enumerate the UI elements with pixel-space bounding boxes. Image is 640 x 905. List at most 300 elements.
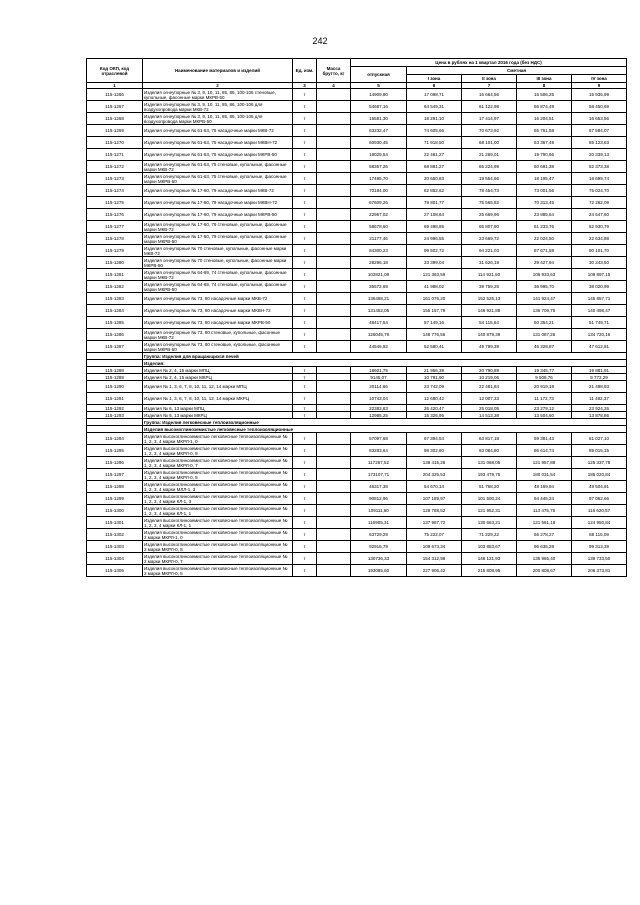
group-title: Группа: Изделия для вращающихся печей <box>143 353 627 360</box>
row-code: 115-1290 <box>87 381 143 393</box>
row-mass <box>317 305 351 317</box>
row-zone-1: 26 420,47 <box>407 405 462 412</box>
header-zone-4: IV зона <box>572 75 627 83</box>
row-code: 115-1267 <box>87 101 143 113</box>
table-header <box>87 59 627 89</box>
table-body <box>87 89 627 577</box>
row-zone-2: 75 565,82 <box>462 197 517 209</box>
row-zone-1: 68 881,27 <box>407 161 462 173</box>
row-mass <box>317 197 351 209</box>
row-code: 115-1272 <box>87 161 143 173</box>
row-name: Изделия огнеупорные № 61-63, 75 насадочные марки МКВН-72 <box>143 137 293 149</box>
table-row <box>87 481 627 493</box>
row-name: Изделия № 2, 4, 15 марки МПЦ <box>143 367 293 374</box>
row-name: Изделия огнеупорные № 73, 80 стеновые, купольные, фасонные марки МКВ-72 <box>143 329 293 341</box>
row-name: Изделия огнеупорные № 3, 9, 10, 11, 85, 86, 100-106 стеновые, купольные, фасонные марки МКРВ-50 <box>143 89 293 101</box>
row-name: Изделия огнеупорные № 3, 9, 10, 11, 85, 86, 100-106 для воздухопровода марки МКРВ-50 <box>143 113 293 125</box>
row-zone-1: 15 326,95 <box>407 412 462 419</box>
row-zone-3: 36 995,70 <box>517 281 572 293</box>
row-zone-4: 62 930,79 <box>572 221 627 233</box>
table-row <box>87 149 627 161</box>
row-zone-1: 18 291,10 <box>407 113 462 125</box>
row-zone-3: 23 279,12 <box>517 405 572 412</box>
row-zone-3: 87 671,59 <box>517 245 572 257</box>
row-zone-1: 107 189,97 <box>407 493 462 505</box>
table-row <box>87 433 627 445</box>
row-zone-3: 131 087,26 <box>517 329 572 341</box>
row-name: Изделия высокоглиноземистые легковесные теплоизоляционные № 1, 2, 3, 4 марки МКРЛ-0, 8 <box>143 445 293 457</box>
header-code: Код ОКП, код отраслевой <box>87 59 143 83</box>
row-zone-2: 146 121,93 <box>462 553 517 565</box>
row-zone-3: 19 790,66 <box>517 149 572 161</box>
row-mass <box>317 125 351 137</box>
row-mass <box>317 565 351 577</box>
group-title: Группа: Изделия легковесные теплоизоляционные <box>143 419 627 426</box>
row-price: 84300,23 <box>351 245 407 257</box>
row-zone-1: 79 801,77 <box>407 197 462 209</box>
row-unit: т <box>293 173 317 185</box>
row-unit: т <box>293 149 317 161</box>
row-price: 117267,52 <box>351 457 407 469</box>
row-zone-3: 113 475,75 <box>517 505 572 517</box>
header-zone-3: III зона <box>517 75 572 83</box>
row-unit: т <box>293 101 317 113</box>
row-zone-2: 19 554,66 <box>462 173 517 185</box>
row-price: 44546,92 <box>351 341 407 353</box>
row-code: 115-1271 <box>87 149 143 161</box>
row-zone-1: 109 673,34 <box>407 541 462 553</box>
row-price: 136468,21 <box>351 293 407 305</box>
row-name: Изделия огнеупорные № 73, 80 стеновые, купольные, фасонные марки МКРВ-50 <box>143 341 293 353</box>
row-price: 10743,04 <box>351 393 407 405</box>
row-zone-2: 193 479,75 <box>462 469 517 481</box>
row-code: 115-1283 <box>87 293 143 305</box>
row-unit: т <box>293 393 317 405</box>
table-row <box>87 209 627 221</box>
row-zone-3: 65 761,58 <box>517 125 572 137</box>
row-zone-4: 116 620,57 <box>572 505 627 517</box>
table-row <box>87 257 627 269</box>
row-price: 109111,60 <box>351 505 407 517</box>
row-unit: т <box>293 341 317 353</box>
row-code: 115-1302 <box>87 529 143 541</box>
row-code: 115-1270 <box>87 137 143 149</box>
row-zone-1: 128 788,52 <box>407 505 462 517</box>
row-price: 9145,07 <box>351 374 407 381</box>
row-zone-4: 23 924,26 <box>572 405 627 412</box>
table-row <box>87 89 627 101</box>
row-code: 115-1279 <box>87 245 143 257</box>
row-zone-2: 16 664,56 <box>462 89 517 101</box>
row-code: 115-1298 <box>87 481 143 493</box>
row-code: 115-1294 <box>87 433 143 445</box>
row-zone-2: 103 853,67 <box>462 541 517 553</box>
row-zone-4: 89 015,15 <box>572 445 627 457</box>
row-zone-2: 130 663,21 <box>462 517 517 529</box>
row-price: 131452,05 <box>351 305 407 317</box>
row-zone-1: 12 680,42 <box>407 393 462 405</box>
row-mass <box>317 341 351 353</box>
row-name: Изделия высокоглиноземистые легковесные теплоизоляционные № 2 марки МКРЛ-0, 5 <box>143 565 293 577</box>
row-code: 115-1266 <box>87 89 143 101</box>
row-zone-4: 51 749,71 <box>572 317 627 329</box>
table-row <box>87 185 627 197</box>
row-unit: т <box>293 233 317 245</box>
row-mass <box>317 137 351 149</box>
row-code: 115-1291 <box>87 393 143 405</box>
row-name: Изделия огнеупорные № 73, 80 насадочные марки МКВН-72 <box>143 305 293 317</box>
row-code: 115-1301 <box>87 517 143 529</box>
group-row <box>87 419 627 426</box>
table-row <box>87 541 627 553</box>
row-mass <box>317 481 351 493</box>
row-price: 90812,96 <box>351 493 407 505</box>
row-name: Изделия высокоглиноземистые легковесные теплоизоляционные № 2 марки МКРЛ-0, 7 <box>143 553 293 565</box>
row-code: 115-1275 <box>87 197 143 209</box>
header-index: 4 <box>317 83 351 89</box>
row-price: 21177,46 <box>351 233 407 245</box>
row-name: Изделия высокоглиноземистые легковесные теплоизоляционные № 1, 2, 3, 4 марки КЛ-1, 1 <box>143 505 293 517</box>
header-unit: Ед. изм. <box>293 59 317 83</box>
row-mass <box>317 393 351 405</box>
row-unit: т <box>293 221 317 233</box>
row-name: Изделия огнеупорные № 17-60, 79 насадочные марки МКРВ-50 <box>143 209 293 221</box>
row-price: 17495,70 <box>351 173 407 185</box>
row-price: 14909,80 <box>351 89 407 101</box>
row-zone-3: 141 924,47 <box>517 293 572 305</box>
row-mass <box>317 493 351 505</box>
row-zone-4: 11 482,37 <box>572 393 627 405</box>
row-mass <box>317 317 351 329</box>
row-zone-1: 33 399,04 <box>407 257 462 269</box>
price-table <box>86 58 627 577</box>
row-zone-3: 61 233,76 <box>517 221 572 233</box>
row-zone-1: 98 302,80 <box>407 445 462 457</box>
row-mass <box>317 209 351 221</box>
row-name: Изделия высокоглиноземистые легковесные теплоизоляционные № 1, 2, 3, 4 марки КЛ-1, 3 <box>143 493 293 505</box>
row-zone-3: 15 506,25 <box>517 89 572 101</box>
row-price: 92916,79 <box>351 541 407 553</box>
table-row <box>87 317 627 329</box>
row-zone-3: 60 691,38 <box>517 161 572 173</box>
row-zone-4: 18 699,74 <box>572 173 627 185</box>
row-zone-4: 109 897,15 <box>572 269 627 281</box>
row-mass <box>317 445 351 457</box>
row-zone-4: 206 373,81 <box>572 565 627 577</box>
row-code: 115-1288 <box>87 367 143 374</box>
row-zone-4: 19 881,91 <box>572 367 627 374</box>
row-zone-3: 180 031,54 <box>517 469 572 481</box>
row-zone-2: 114 921,50 <box>462 269 517 281</box>
row-zone-4: 68 115,09 <box>572 529 627 541</box>
table-row <box>87 233 627 245</box>
table-row <box>87 305 627 317</box>
row-zone-1: 22 461,27 <box>407 149 462 161</box>
row-zone-4: 67 584,07 <box>572 125 627 137</box>
row-zone-2: 61 122,98 <box>462 101 517 113</box>
row-zone-1: 41 988,02 <box>407 281 462 293</box>
row-name: Изделия высокоглиноземистые легковесные теплоизоляционные № 2 марки МКРЛ-1, 0 <box>143 529 293 541</box>
page-number: 242 <box>312 36 328 46</box>
row-zone-1: 24 996,55 <box>407 233 462 245</box>
header-index: 6 <box>407 83 462 89</box>
row-name: Изделия № 6, 13 марки МКРЦ <box>143 412 293 419</box>
row-code: 115-1299 <box>87 493 143 505</box>
header-index: 9 <box>572 83 627 89</box>
row-zone-1: 67 394,54 <box>407 433 462 445</box>
row-code: 115-1287 <box>87 341 143 353</box>
row-price: 130736,33 <box>351 553 407 565</box>
row-unit: т <box>293 113 317 125</box>
row-zone-1: 57 149,16 <box>407 317 462 329</box>
row-zone-2: 20 790,89 <box>462 367 517 374</box>
row-zone-1: 75 222,07 <box>407 529 462 541</box>
row-zone-3: 135 965,40 <box>517 553 572 565</box>
row-zone-4: 140 498,47 <box>572 305 627 317</box>
row-zone-1: 23 742,09 <box>407 381 462 393</box>
row-code: 115-1293 <box>87 412 143 419</box>
row-unit: т <box>293 433 317 445</box>
table-row <box>87 517 627 529</box>
row-zone-1: 64 549,31 <box>407 101 462 113</box>
row-code: 115-1292 <box>87 405 143 412</box>
row-zone-1: 155 157,79 <box>407 305 462 317</box>
row-zone-2: 152 526,13 <box>462 293 517 305</box>
table-row <box>87 374 627 381</box>
table-row <box>87 137 627 149</box>
row-unit: т <box>293 161 317 173</box>
row-code: 115-1303 <box>87 541 143 553</box>
table-row <box>87 529 627 541</box>
row-code: 115-1282 <box>87 281 143 293</box>
row-unit: т <box>293 367 317 374</box>
row-name: Изделия огнеупорные № 61-63, 75 стеновые, купольные, фасонные марки МКВ-72 <box>143 161 293 173</box>
row-zone-2: 131 068,05 <box>462 457 517 469</box>
row-unit: т <box>293 541 317 553</box>
row-code: 115-1295 <box>87 445 143 457</box>
table-row <box>87 197 627 209</box>
table-row <box>87 405 627 412</box>
row-zone-2: 51 768,20 <box>462 481 517 493</box>
row-zone-3: 94 445,24 <box>517 493 572 505</box>
table-row <box>87 341 627 353</box>
row-unit: т <box>293 493 317 505</box>
row-mass <box>317 281 351 293</box>
row-zone-4: 124 950,84 <box>572 517 627 529</box>
row-zone-1: 17 098,71 <box>407 89 462 101</box>
row-zone-3: 121 581,18 <box>517 517 572 529</box>
row-mass <box>317 233 351 245</box>
row-price: 54687,16 <box>351 101 407 113</box>
row-unit: т <box>293 517 317 529</box>
header-index: 8 <box>517 83 572 89</box>
row-unit: т <box>293 374 317 381</box>
header-index: 3 <box>293 83 317 89</box>
header-zone-2: II зона <box>462 75 517 83</box>
row-zone-3: 22 024,50 <box>517 233 572 245</box>
row-zone-1: 148 776,56 <box>407 329 462 341</box>
table-row <box>87 269 627 281</box>
row-name: Изделия огнеупорные № 61-63, 75 насадочные марки МКРВ-50 <box>143 149 293 161</box>
row-zone-3: 70 313,45 <box>517 197 572 209</box>
row-name: Изделия высокоглиноземистые легковесные теплоизоляционные № 1, 2, 3, 4 марки МЛЛ-1, 3 <box>143 481 293 493</box>
row-zone-2: 49 789,39 <box>462 341 517 353</box>
row-mass <box>317 293 351 305</box>
table-row <box>87 101 627 113</box>
row-price: 12985,25 <box>351 412 407 419</box>
row-code: 115-1277 <box>87 221 143 233</box>
row-zone-3: 16 204,51 <box>517 113 572 125</box>
table-row <box>87 469 627 481</box>
row-unit: т <box>293 305 317 317</box>
row-name: Изделия огнеупорные № 70 стеновые, купольные, фасонные марки МКРВ-50 <box>143 257 293 269</box>
row-zone-1: 20 650,83 <box>407 173 462 185</box>
row-unit: т <box>293 381 317 393</box>
row-mass <box>317 505 351 517</box>
row-zone-4: 97 062,66 <box>572 493 627 505</box>
row-mass <box>317 113 351 125</box>
row-zone-2: 146 921,88 <box>462 305 517 317</box>
row-zone-3: 66 278,27 <box>517 529 572 541</box>
row-price: 20114,66 <box>351 381 407 393</box>
row-zone-1: 71 918,50 <box>407 137 462 149</box>
row-name: Изделия огнеупорные № 73, 80 насадочные марки МКРВ-50 <box>143 317 293 329</box>
row-code: 115-1278 <box>87 233 143 245</box>
row-zone-1: 54 670,14 <box>407 481 462 493</box>
row-price: 83283,64 <box>351 445 407 457</box>
row-mass <box>317 269 351 281</box>
row-zone-2: 31 626,19 <box>462 257 517 269</box>
row-mass <box>317 161 351 173</box>
table-row <box>87 393 627 405</box>
row-zone-1: 52 580,41 <box>407 341 462 353</box>
group-row <box>87 353 627 360</box>
row-zone-4: 61 027,10 <box>572 433 627 445</box>
row-zone-2: 140 879,39 <box>462 329 517 341</box>
row-unit: т <box>293 505 317 517</box>
group-title: Изделия высокоглиноземистые легковесные теплоизоляционные <box>143 426 627 433</box>
row-zone-3: 73 001,56 <box>517 185 572 197</box>
row-zone-4: 20 339,13 <box>572 149 627 161</box>
row-zone-3: 63 367,49 <box>517 137 572 149</box>
header-mass: Масса брутто, кг <box>317 59 351 83</box>
row-mass <box>317 257 351 269</box>
row-code: 115-1285 <box>87 317 143 329</box>
row-mass <box>317 149 351 161</box>
row-name: Изделия огнеупорные № 73, 80 насадочные марки МКВ-72 <box>143 293 293 305</box>
row-zone-4: 58 450,69 <box>572 101 627 113</box>
row-mass <box>317 553 351 565</box>
header-zone-1: I зона <box>407 75 462 83</box>
row-mass <box>317 412 351 419</box>
row-zone-4: 24 547,60 <box>572 209 627 221</box>
row-name: Изделия огнеупорные № 61-63, 75 насадочные марки МКВ-72 <box>143 125 293 137</box>
row-mass <box>317 433 351 445</box>
row-zone-2: 78 454,73 <box>462 185 517 197</box>
row-price: 116905,31 <box>351 517 407 529</box>
row-mass <box>317 367 351 374</box>
row-unit: т <box>293 405 317 412</box>
row-zone-2: 63 817,18 <box>462 433 517 445</box>
table-row <box>87 245 627 257</box>
row-zone-2: 21 269,01 <box>462 149 517 161</box>
row-unit: т <box>293 317 317 329</box>
header-index: 2 <box>143 83 293 89</box>
row-zone-4: 72 262,09 <box>572 197 627 209</box>
row-name: Изделия № 2, 4, 15 марки МКРЦ <box>143 374 293 381</box>
row-mass <box>317 517 351 529</box>
row-price: 58678,60 <box>351 221 407 233</box>
row-zone-2: 121 952,31 <box>462 505 517 517</box>
row-name: Изделия огнеупорные № 70 стеновые, купольные, фасонные марки МКВ-72 <box>143 245 293 257</box>
row-name: Изделия огнеупорные № 17-60, 79 стеновые, купольные, фасонные марки МКРВ-50 <box>143 233 293 245</box>
row-code: 115-1284 <box>87 305 143 317</box>
row-name: Изделия высокоглиноземистые легковесные теплоизоляционные № 1, 2, 3, 4 марки МКРЛ-0, 5 <box>143 469 293 481</box>
row-unit: т <box>293 185 317 197</box>
row-zone-2: 23 669,72 <box>462 233 517 245</box>
row-unit: т <box>293 257 317 269</box>
row-zone-2: 215 808,95 <box>462 565 517 577</box>
table-row <box>87 281 627 293</box>
row-price: 67609,26 <box>351 197 407 209</box>
row-code: 115-1297 <box>87 469 143 481</box>
row-zone-1: 82 852,62 <box>407 185 462 197</box>
header-estimate: Сметная <box>407 67 627 75</box>
table-row <box>87 221 627 233</box>
row-zone-4: 22 634,88 <box>572 233 627 245</box>
row-zone-1: 138 415,26 <box>407 457 462 469</box>
row-mass <box>317 457 351 469</box>
group-row <box>87 426 627 433</box>
row-name: Изделия огнеупорные № 3, 9, 10, 11, 85, 86, 100-106 для воздухопровода марки МКВ-72 <box>143 101 293 113</box>
row-unit: т <box>293 553 317 565</box>
row-mass <box>317 405 351 412</box>
row-price: 63729,29 <box>351 529 407 541</box>
row-mass <box>317 329 351 341</box>
row-zone-3: 9 508,76 <box>517 374 572 381</box>
row-name: Изделия высокоглиноземистые легковесные теплоизоляционные № 1, 2, 3, 4 марки МКРЛ-0, 7 <box>143 457 293 469</box>
row-unit: т <box>293 245 317 257</box>
table-row <box>87 113 627 125</box>
row-zone-4: 49 504,91 <box>572 481 627 493</box>
row-zone-1: 161 076,20 <box>407 293 462 305</box>
row-mass <box>317 221 351 233</box>
row-zone-4: 47 612,81 <box>572 341 627 353</box>
row-zone-3: 200 808,67 <box>517 565 572 577</box>
table-row <box>87 445 627 457</box>
row-mass <box>317 101 351 113</box>
row-unit: т <box>293 281 317 293</box>
row-price: 58357,26 <box>351 161 407 173</box>
row-zone-1: 74 605,66 <box>407 125 462 137</box>
row-code: 115-1268 <box>87 113 143 125</box>
row-code: 115-1300 <box>87 505 143 517</box>
row-zone-4: 9 772,29 <box>572 374 627 381</box>
row-zone-3: 48 169,94 <box>517 481 572 493</box>
row-code: 115-1269 <box>87 125 143 137</box>
row-zone-1: 121 363,59 <box>407 269 462 281</box>
table-row <box>87 161 627 173</box>
row-price: 28296,18 <box>351 257 407 269</box>
row-name: Изделия № 1, 3, 6, 7, 8, 10, 11, 12, 14 марки МКРЦ <box>143 393 293 405</box>
row-price: 15581,30 <box>351 113 407 125</box>
row-name: Изделия огнеупорные № 17-60, 79 насадочные марки МКВН-72 <box>143 197 293 209</box>
row-code: 115-1289 <box>87 374 143 381</box>
row-zone-4: 90 101,70 <box>572 245 627 257</box>
row-price: 60930,45 <box>351 137 407 149</box>
row-zone-4: 125 337,78 <box>572 457 627 469</box>
row-mass <box>317 469 351 481</box>
